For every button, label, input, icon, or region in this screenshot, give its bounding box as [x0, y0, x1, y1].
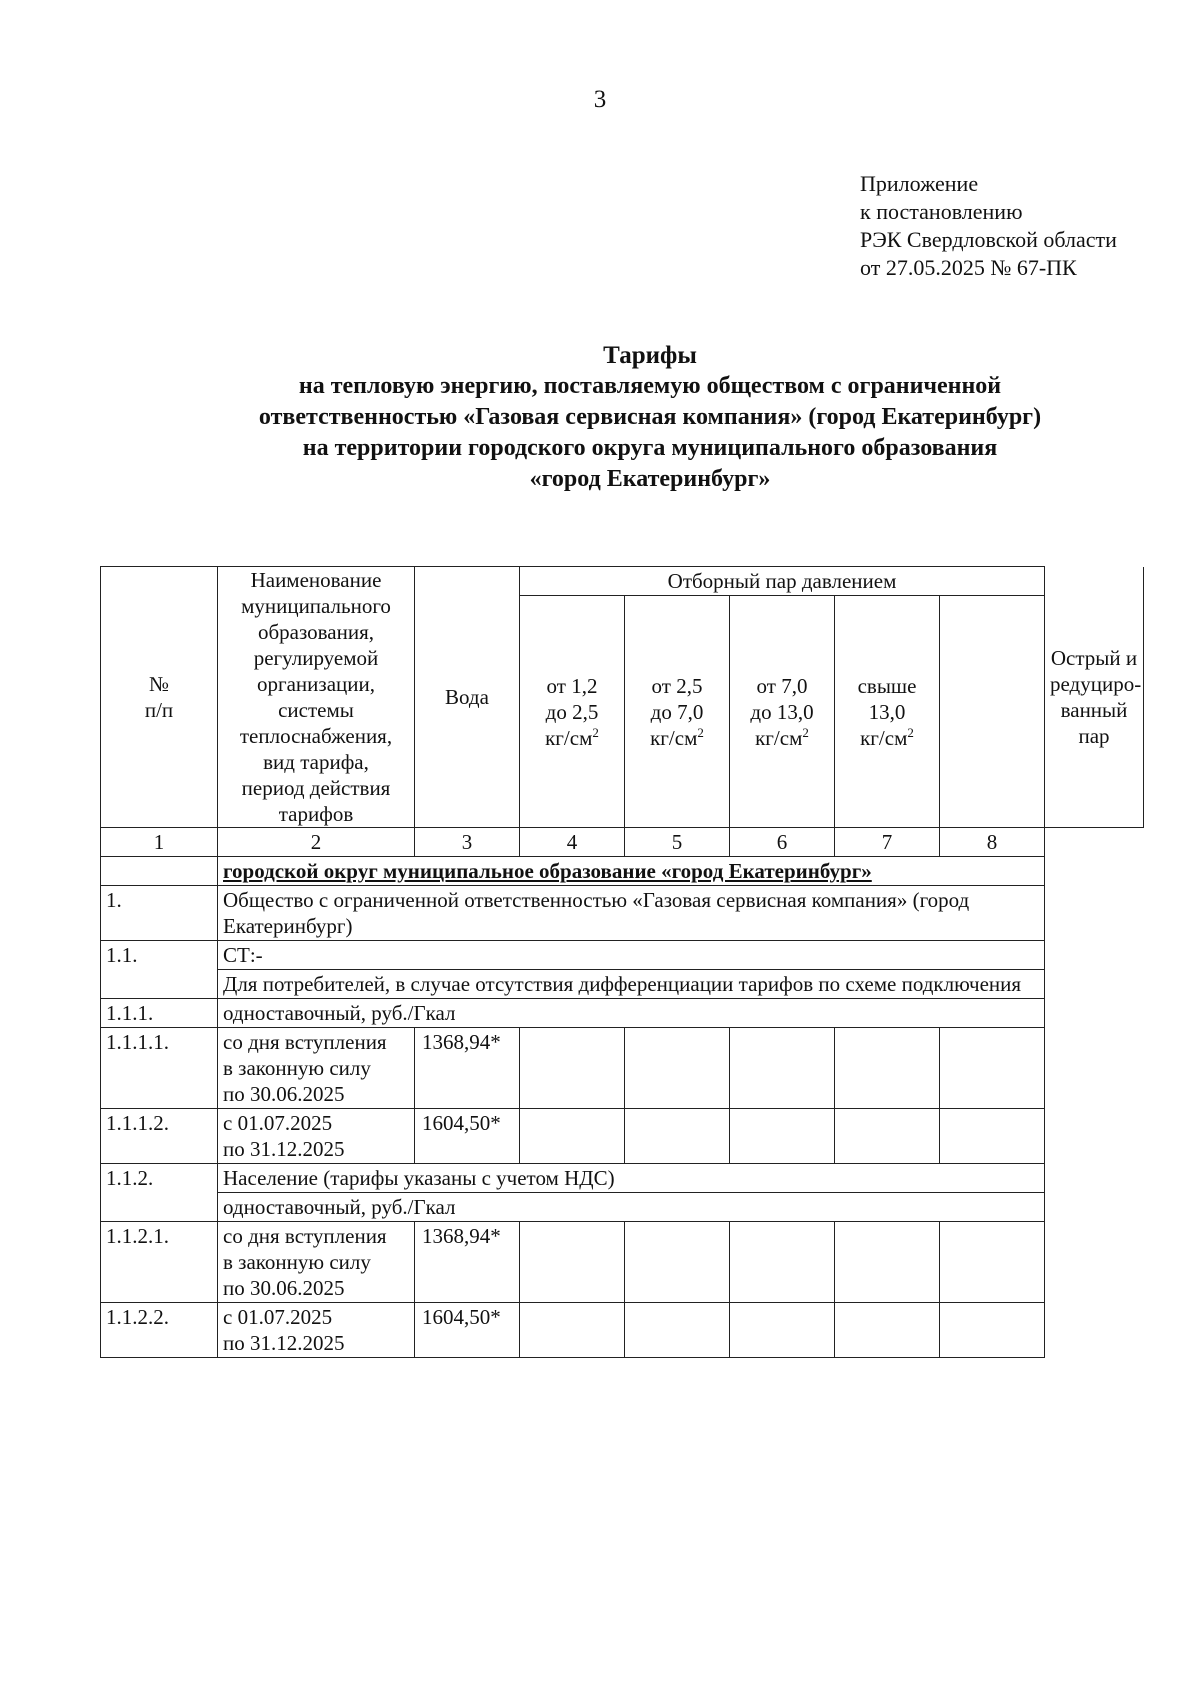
population-group-label: Население (тарифы указаны с учетом НДС)	[218, 1164, 1045, 1193]
column-number: 5	[625, 828, 730, 857]
tariff-period	[218, 1222, 415, 1303]
period-line: в законную силу	[223, 1056, 371, 1080]
empty-cell	[730, 1028, 835, 1109]
header-sharp-line: ванный	[1060, 697, 1128, 722]
empty-cell	[625, 1109, 730, 1164]
period-line: по 31.12.2025	[223, 1137, 345, 1161]
unit-exponent: 2	[907, 724, 914, 740]
unit-text: кг/см	[650, 725, 698, 750]
header-name-line: образования,	[257, 620, 375, 644]
period-line: в законную силу	[223, 1250, 371, 1274]
appendix-date-number: от 27.05.2025 № 67-ПК	[860, 255, 1077, 280]
title-line: на тепловую энергию, поставляемую обществом с ограниченной	[298, 373, 1002, 399]
empty-cell	[940, 1222, 1045, 1303]
header-sharp-steam-cell	[1045, 567, 1144, 828]
pressure-unit	[735, 725, 829, 751]
header-pressure-1	[520, 596, 625, 828]
pressure-unit	[840, 725, 934, 751]
pressure-to: до 7,0	[650, 699, 704, 724]
period-line: с 01.07.2025	[223, 1111, 333, 1135]
pressure-from: от 1,2	[546, 673, 598, 698]
empty-cell	[520, 1303, 625, 1358]
column-number: 3	[415, 828, 520, 857]
empty-cell	[835, 1109, 940, 1164]
row-number: 1.1.2.1.	[101, 1222, 218, 1303]
table-row	[101, 999, 1144, 1028]
empty-cell	[730, 1222, 835, 1303]
table-row	[101, 857, 1144, 886]
pressure-to: до 13,0	[750, 699, 814, 724]
empty-cell	[940, 1303, 1045, 1358]
table-row	[101, 1109, 1144, 1164]
column-number: 6	[730, 828, 835, 857]
title-line: «город Екатеринбург»	[529, 466, 771, 492]
period-line: с 01.07.2025	[223, 1305, 333, 1329]
appendix-line: РЭК Свердловской области	[860, 227, 1117, 252]
consumer-group-label: Для потребителей, в случае отсутствия дифференциации тарифов по схеме подключения	[218, 970, 1045, 999]
table-row	[101, 1303, 1144, 1358]
pressure-unit	[525, 725, 619, 751]
header-pressure-3	[730, 596, 835, 828]
tariff-type-label: одноставочный, руб./Гкал	[218, 999, 1045, 1028]
pressure-unit	[630, 725, 724, 751]
header-sharp-line: редуциро-	[1050, 671, 1142, 696]
empty-cell	[520, 1028, 625, 1109]
header-name-line: организации,	[257, 672, 375, 696]
tariff-type-label: одноставочный, руб./Гкал	[218, 1193, 1045, 1222]
period-line: по 31.12.2025	[223, 1331, 345, 1355]
appendix-line: Приложение	[860, 171, 979, 196]
page-number: 3	[593, 86, 607, 113]
table-row	[101, 886, 1144, 941]
pressure-to: 13,0	[868, 699, 906, 724]
period-line: со дня вступления	[223, 1030, 387, 1054]
empty-cell	[625, 1303, 730, 1358]
title-heading: Тарифы	[603, 342, 697, 369]
row-number: 1.1.1.	[101, 999, 218, 1028]
tariff-table	[100, 566, 1144, 1358]
period-line: по 30.06.2025	[223, 1276, 345, 1300]
table-row	[101, 1222, 1144, 1303]
column-numbers-row	[101, 828, 1144, 857]
header-name-line: теплоснабжения,	[239, 724, 393, 748]
organization-name: Общество с ограниченной ответственностью «Газовая сервисная компания» (город Екатеринбург)	[218, 886, 1045, 941]
table-row	[101, 941, 1144, 970]
pressure-from: свыше	[857, 673, 917, 698]
pressure-to: до 2,5	[545, 699, 599, 724]
empty-cell	[940, 1109, 1045, 1164]
water-tariff-value: 1368,94*	[415, 1222, 520, 1303]
empty-cell	[835, 1303, 940, 1358]
period-line: со дня вступления	[223, 1224, 387, 1248]
empty-cell	[625, 1028, 730, 1109]
unit-text: кг/см	[755, 725, 803, 750]
column-number: 8	[940, 828, 1045, 857]
water-tariff-value: 1604,50*	[415, 1303, 520, 1358]
empty-cell	[730, 1303, 835, 1358]
column-number: 2	[218, 828, 415, 857]
unit-exponent: 2	[592, 724, 599, 740]
header-water-cell: Вода	[415, 567, 520, 828]
header-name-line: тарифов	[278, 802, 354, 826]
table-row	[101, 1193, 1144, 1222]
tariff-period	[218, 1303, 415, 1358]
header-pressure-4	[835, 596, 940, 828]
empty-cell	[730, 1109, 835, 1164]
row-number: 1.1.1.1.	[101, 1028, 218, 1109]
header-name-line: вид тарифа,	[263, 750, 369, 774]
header-sharp-line: Острый и	[1050, 645, 1138, 670]
row-number: 1.	[101, 886, 218, 941]
header-steam-group: Отборный пар давлением	[520, 567, 1045, 596]
header-name-line: Наименование	[250, 568, 382, 592]
appendix-note	[860, 170, 1117, 282]
column-number: 1	[101, 828, 218, 857]
table-row	[101, 1028, 1144, 1109]
header-name-line: период действия	[241, 776, 391, 800]
pressure-from: от 7,0	[756, 673, 808, 698]
unit-exponent: 2	[802, 724, 809, 740]
header-name-line: регулируемой	[253, 646, 379, 670]
pressure-from: от 2,5	[651, 673, 703, 698]
empty-cell	[520, 1222, 625, 1303]
tariff-period	[218, 1109, 415, 1164]
header-number-label: №	[148, 672, 170, 696]
empty-cell	[625, 1222, 730, 1303]
row-number: 1.1.	[101, 941, 218, 999]
heat-system-label: СТ:-	[218, 941, 1045, 970]
water-tariff-value: 1604,50*	[415, 1109, 520, 1164]
table-row	[101, 1164, 1144, 1193]
empty-cell	[520, 1109, 625, 1164]
header-sharp-line: пар	[1078, 723, 1110, 748]
column-number: 7	[835, 828, 940, 857]
header-number-cell	[101, 567, 218, 828]
tariff-period	[218, 1028, 415, 1109]
header-pressure-2	[625, 596, 730, 828]
water-tariff-value: 1368,94*	[415, 1028, 520, 1109]
table-row	[101, 970, 1144, 999]
row-number: 1.1.2.2.	[101, 1303, 218, 1358]
document-title	[100, 340, 1200, 495]
title-line: на территории городского округа муниципального образования	[302, 435, 998, 461]
row-number: 1.1.1.2.	[101, 1109, 218, 1164]
header-number-label: п/п	[144, 698, 174, 722]
unit-text: кг/см	[860, 725, 908, 750]
row-number: 1.1.2.	[101, 1164, 218, 1222]
municipality-heading: городской округ муниципальное образование «город Екатеринбург»	[218, 857, 1045, 886]
unit-text: кг/см	[545, 725, 593, 750]
empty-cell	[101, 857, 218, 886]
column-number: 4	[520, 828, 625, 857]
header-name-cell	[218, 567, 415, 828]
appendix-line: к постановлению	[860, 199, 1023, 224]
period-line: по 30.06.2025	[223, 1082, 345, 1106]
empty-cell	[940, 1028, 1045, 1109]
empty-cell	[835, 1028, 940, 1109]
unit-exponent: 2	[697, 724, 704, 740]
title-line: ответственностью «Газовая сервисная компания» (город Екатеринбург)	[258, 404, 1042, 430]
header-name-line: системы	[278, 698, 354, 722]
empty-cell	[835, 1222, 940, 1303]
header-name-line: муниципального	[241, 594, 391, 618]
